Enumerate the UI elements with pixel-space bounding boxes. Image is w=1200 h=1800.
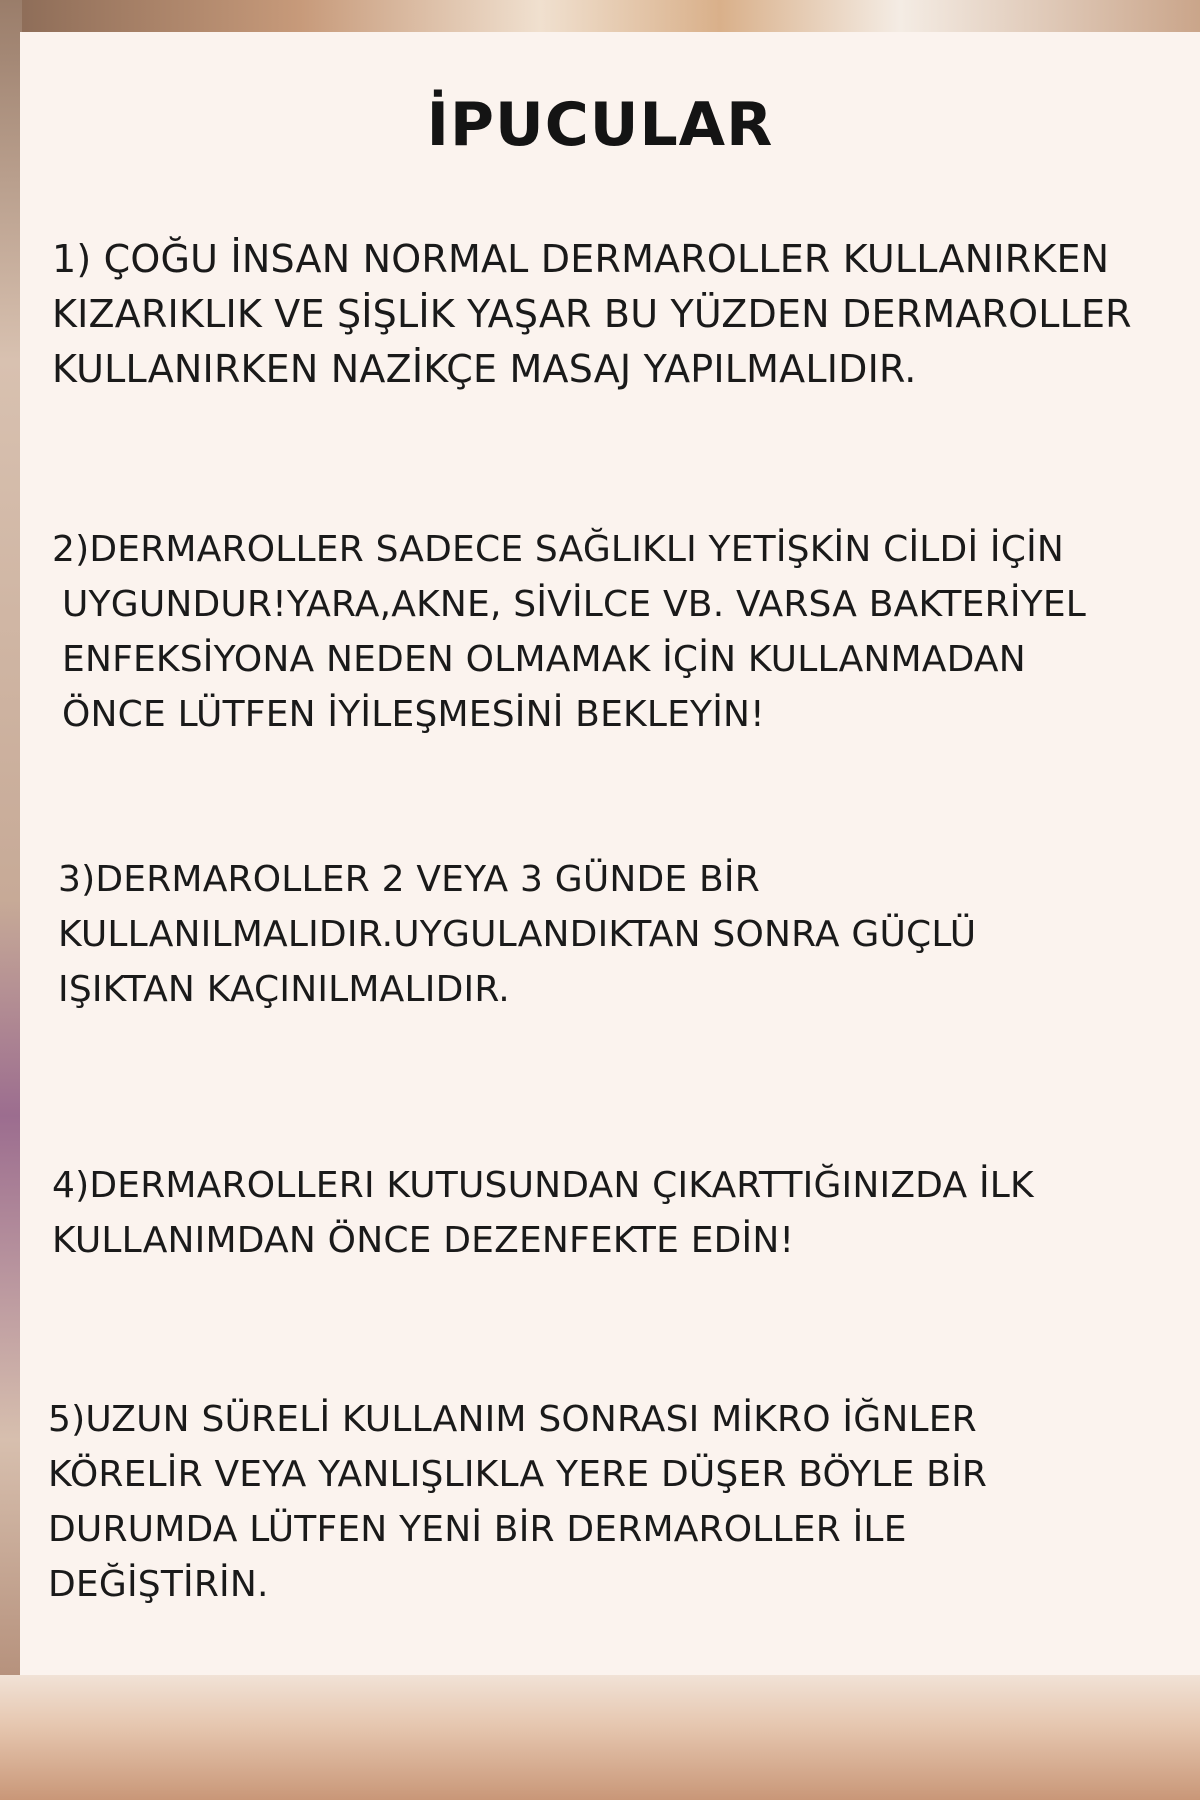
- tip-4-line-2: KULLANIMDAN ÖNCE DEZENFEKTE EDİN!: [52, 1220, 795, 1261]
- page-title: İPUCULAR: [426, 90, 774, 160]
- tip-2-line-4: ÖNCE LÜTFEN İYİLEŞMESİNİ BEKLEYİN!: [62, 694, 765, 735]
- tip-1: [52, 232, 1132, 397]
- tip-2-line-3: ENFEKSİYONA NEDEN OLMAMAK İÇİN KULLANMADAN: [62, 639, 1026, 680]
- tip-5: [48, 1392, 987, 1612]
- tip-1-line-1: 1) ÇOĞU İNSAN NORMAL DERMAROLLER KULLANIRKEN: [52, 237, 1110, 281]
- tip-5-line-3: DURUMDA LÜTFEN YENİ BİR DERMAROLLER İLE: [48, 1509, 907, 1550]
- tip-5-line-1: 5)UZUN SÜRELİ KULLANIM SONRASI MİKRO İĞNLER: [48, 1399, 977, 1440]
- tip-5-line-2: KÖRELİR VEYA YANLIŞLIKLA YERE DÜŞER BÖYLE BİR: [48, 1454, 988, 1495]
- tip-2-line-1: 2)DERMAROLLER SADECE SAĞLIKLI YETİŞKİN CİLDİ İÇİN: [52, 529, 1065, 570]
- tip-1-line-3: KULLANIRKEN NAZİKÇE MASAJ YAPILMALIDIR.: [52, 347, 917, 391]
- tip-1-line-2: KIZARIKLIK VE ŞİŞLİK YAŞAR BU YÜZDEN DERMAROLLER: [52, 292, 1132, 336]
- tip-5-line-4: DEĞİŞTİRİN.: [48, 1564, 269, 1605]
- tip-2-line-2: UYGUNDUR!YARA,AKNE, SİVİLCE VB. VARSA BAKTERİYEL: [62, 584, 1087, 625]
- background-photo-left: [0, 0, 22, 1800]
- background-photo-bottom: [0, 1675, 1200, 1800]
- tip-4: [52, 1158, 1034, 1268]
- tip-2: [52, 522, 1086, 742]
- tip-3-line-3: IŞIKTAN KAÇINILMALIDIR.: [58, 969, 510, 1010]
- tip-4-line-1: 4)DERMAROLLERI KUTUSUNDAN ÇIKARTTIĞINIZDA İLK: [52, 1165, 1034, 1206]
- tip-3: [58, 852, 976, 1017]
- tip-3-line-1: 3)DERMAROLLER 2 VEYA 3 GÜNDE BİR: [58, 859, 760, 900]
- tip-3-line-2: KULLANILMALIDIR.UYGULANDIKTAN SONRA GÜÇLÜ: [58, 914, 977, 955]
